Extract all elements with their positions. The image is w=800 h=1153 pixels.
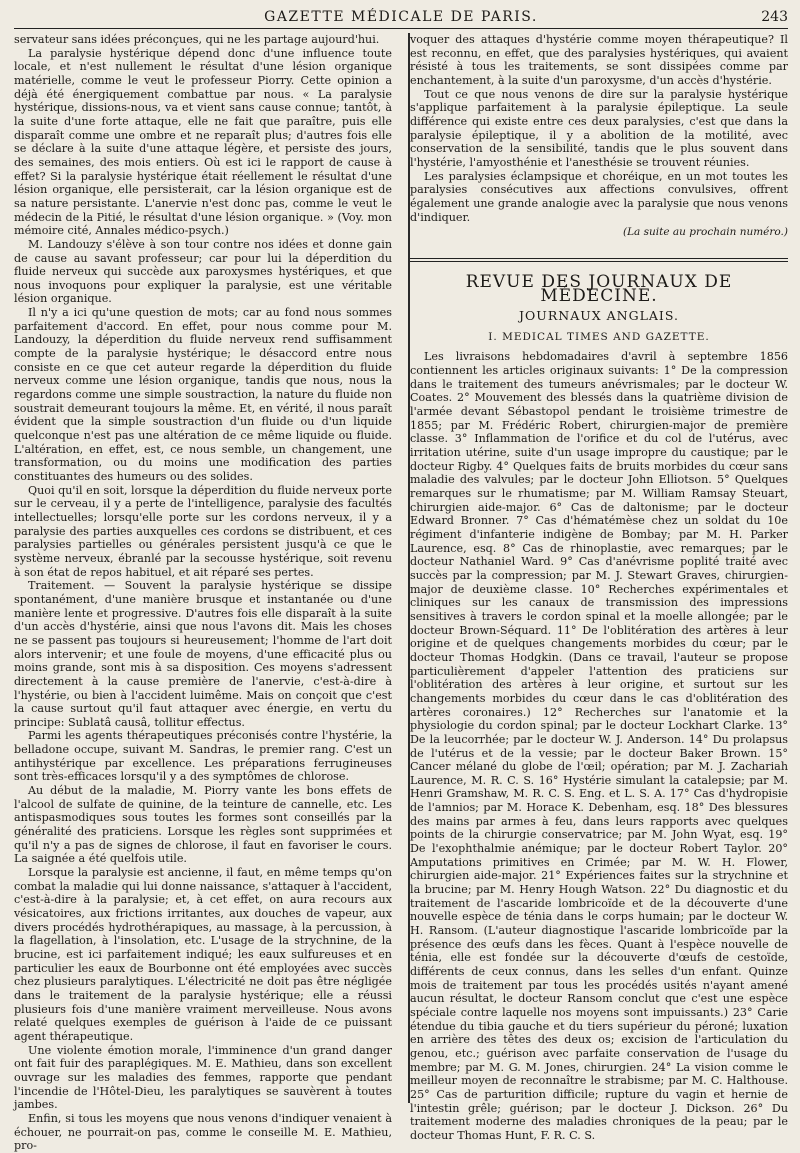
page-number: 243 [761, 9, 788, 25]
paragraph: Traitement. — Souvent la paralysie hystérique se dissipe spontanément, d'une manière brusque et instantanée ou d'une manière lente et progressive. D'autres fois elle disparaît à la suite d'un accès d'hystérie, ainsi que nous l'avons dit. Mais les choses ne se passent pas toujours si heureusement; l'homme de l'art doit alors intervenir; et une foule de moyens, d'une efficacité plus ou moins grande, sont mis à sa disposition. Ces moyens s'adressent directement à la cause première de l'anervie, c'est-à-dire à l'hystérie, ou bien à l'accident luimême. Mais on conçoit que c'est la cause surtout qu'il faut attaquer avec énergie, en vertu du principe: Sublatâ causâ, tollitur effectus. [14, 579, 392, 729]
section-rule [410, 258, 788, 262]
subsection-title: JOURNAUX ANGLAIS. [519, 308, 679, 324]
paragraph: Parmi les agents thérapeutiques préconisés contre l'hystérie, la belladone occupe, suivant M. Sandras, le premier rang. C'est un antihystérique par excellence. Les préparations ferrugineuses sont très-efficaces lorsqu'il y a des symptômes de chlorose. [14, 729, 392, 784]
page-header [14, 6, 788, 29]
paragraph: Les paralysies éclampsique et choréique, en un mot toutes les paralysies consécutives aux affections convulsives, offrent également une grande analogie avec la paralysie que nous venons d'indiquer. [410, 169, 788, 224]
continuation-note: (La suite au prochain numéro.) [622, 226, 788, 239]
paragraph: Les livraisons hebdomadaires d'avril à septembre 1856 contiennent les articles originaux suivants: 1° De la compression dans le traitement des tumeurs anévrismales; par le docteur W. Coates. 2° Mouvement des blessés dans la quatrième division de l'armée devant Sébastopol pendant le troisième trimestre de 1855; par M. Frédéric Robert, chirurgien-major de première classe. 3° Inflammation de l'orifice et du col de l'utérus, avec irritation utérine, suite d'un usage impropre du caustique; par le docteur Rigby. 4° Quelques faits de bruits morbides du cœur sans maladie des valvules; par le docteur John Elliotson. 5° Quelques remarques sur le rhumatisme; par M. William Ramsay Steuart, chirurgien aide-major. 6° Cas de daltonisme; par le docteur Edward Bronner. 7° Cas d'hématémèse chez un soldat du 10e régiment d'infanterie indigène de Bombay; par M. H. Parker Laurence, esq. 8° Cas de rhinoplastie, avec remarques; par le docteur Nathaniel Ward. 9° Cas d'anévrisme poplité traité avec succès par la compression; par M. J. Stewart Graves, chirurgien-major de deuxième classe. 10° Recherches expérimentales et cliniques sur les canaux de transmission des impressions sensitives à travers le cordon spinal et la moelle allongée; par le docteur Brown-Séquard. 11° De l'oblitération des artères à leur origine et de quelques changements morbides du cœur; par le docteur Thomas Hodgkin. (Dans ce travail, l'auteur se propose particulièrement d'appeler l'attention des praticiens sur l'oblitération des artères à leur origine, et surtout sur les changements morbides du cœur dans le cas d'oblitération des artères coronaires.) 12° Recherches sur l'anatomie et la physiologie du cordon spinal; par le docteur Lockhart Clarke. 13° De la leucorrhée; par le docteur W. J. Anderson. 14° Du prolapsus de l'utérus et de la vessie; par le docteur Baker Brown. 15° Cancer mélané du globe de l'œil; opération; par M. J. Zachariah Laurence, M. R. C. S. 16° Hystérie simulant la catalepsie; par M. Henri Gramshaw, M. R. C. S. Eng. et L. S. A. 17° Cas d'hydropisie de l'amnios; par M. Horace K. Debenham, esq. 18° Des blessures des mains par armes à feu, dans leurs rapports avec quelques points de la chirurgie conservatrice; par M. John Wyat, esq. 19° De l'exophthalmie anémique; par le docteur Robert Taylor. 20° Amputations primitives en Crimée; par M. W. H. Flower, chirurgien aide-major. 21° Expériences faites sur la strychnine et la brucine; par M. Henry Hough Watson. 22° Du diagnostic et du traitement de l'ascaride lombricoïde et de la découverte d'une nouvelle espèce de ténia dans le corps humain; par le docteur W. H. Ransom. (L'auteur diagnostique l'ascaride lombricoïde par la présence des œufs dans les fèces. Quant à l'espèce nouvelle de ténia, elle est fondée sur la découverte d'œufs de cestoïde, différents de ceux connus, dans les selles d'un enfant. Quinze mois de traitement par tous les procédés usités n'ayant amené aucun résultat, le docteur Ransom conclut que c'est une espèce spéciale contre laquelle nos moyens sont impuissants.) 23° Carie étendue du tibia gauche et du tiers supérieur du péroné; luxation en arrière des têtes des deux os; excision de l'articulation du genou, etc.; guérison avec parfaite conservation de l'usage du membre; par M. G. M. Jones, chirurgien. 24° La vision comme le meilleur moyen de reconnaître le strabisme; par M. C. Halthouse. 25° Cas de parturition difficile; rupture du vagin et hernie de l'intestin grêle; guérison; par le docteur J. Dickson. 26° Du traitement moderne des maladies chroniques de la peau; par le docteur Thomas Hunt, F. R. C. S. [410, 350, 788, 1142]
column-divider [408, 33, 410, 1103]
section-title: REVUE DES JOURNAUX DE MÉDECINE. [465, 271, 733, 306]
paragraph: Lorsque la paralysie est ancienne, il faut, en même temps qu'on combat la maladie qui lui donne naissance, s'attaquer à l'accident, c'est-à-dire à la paralysie; et, à cet effet, on aura recours aux vésicatoires, aux frictions irritantes, aux douches de vapeur, aux divers procédés hydrothérapiques, au massage, à la percussion, à la flagellation, à l'insolation, etc. L'usage de la strychnine, de la brucine, est ici parfaitement indiqué; les eaux sulfureuses et en particulier les eaux de Bourbonne ont été employées avec succès chez plusieurs paralytiques. L'électricité ne doit pas être négligée dans le traitement de la paralysie hystérique; elle a réussi plusieurs fois d'une manière vraiment merveilleuse. Nous avons relaté quelques exemples de guérison à l'aide de ce puissant agent thérapeutique. [14, 866, 392, 1043]
paragraph: Quoi qu'il en soit, lorsque la déperdition du fluide nerveux porte sur le cerveau, il y a perte de l'intelligence, paralysie des facultés intellectuelles; lorsqu'elle porte sur les cordons nerveux, il y a paralysie des parties auxquelles ces cordons se distribuent, et ces paralysies partielles ou générales persistent jusqu'à ce que le système nerveux, ébranlé par la secousse hystérique, soit revenu à son état de repos habituel, et ait réparé ses pertes. [14, 483, 392, 579]
journal-heading: I. MEDICAL TIMES AND GAZETTE. [488, 330, 710, 343]
paragraph: Tout ce que nous venons de dire sur la paralysie hystérique s'applique parfaitement à la paralysie épileptique. La seule différence qui existe entre ces deux paralysies, c'est que dans la paralysie épileptique, il y a abolition de la motilité, avec conservation de la sensibilité, tandis que le plus souvent dans l'hystérie, l'amyosthénie et l'anesthésie se trouvent réunies. [410, 87, 788, 169]
paragraph: Il n'y a ici qu'une question de mots; car au fond nous sommes parfaitement d'accord. En effet, pour nous comme pour M. Landouzy, la déperdition du fluide nerveux rend suffisamment compte de la paralysie hystérique; le désaccord entre nous consiste en ce que cet auteur regarde la déperdition du fluide nerveux comme une lésion organique, tandis que nous, nous la regardons comme une simple soustraction, la nature du fluide non soustrait demeurant toujours la même. Et, en vérité, il nous paraît évident que la simple soustraction d'un fluide ou d'un liquide quelconque n'est pas une altération de ce même liquide ou fluide. L'altération, en effet, est, ce nous semble, un changement, une transformation, ou du moins une modification des parties constituantes des humeurs ou des solides. [14, 306, 392, 483]
paragraph: servateur sans idées préconçues, qui ne les partage aujourd'hui. [14, 33, 380, 46]
right-column [401, 33, 788, 1153]
paragraph: La paralysie hystérique dépend donc d'une influence toute locale, et n'est nullement le résultat d'une lésion organique matérielle, comme le veut le professeur Piorry. Cette opinion a déjà été énergiquement combattue par nous. « La paralysie hystérique, dissions-nous, va et vient sans cause connue; tantôt, à la suite d'une forte attaque, elle ne fait que paraître, puis elle disparaît comme une ombre et ne reparaît plus; d'autres fois elle se déclare à la suite d'une attaque légère, et persiste des jours, des semaines, des mois entiers. Où est ici le rapport de cause à effet? Si la paralysie hystérique était réellement le résultat d'une lésion organique, elle persisterait, car la lésion organique est de sa nature persistante. L'anervie n'est donc pas, comme le veut le médecin de la Pitié, le résultat d'une lésion organique. » (Voy. mon mémoire cité, Annales médico-psych.) [14, 46, 392, 238]
columns [14, 33, 788, 1153]
paragraph: Enfin, si tous les moyens que nous venons d'indiquer venaient à échouer, ne pourrait-on pas, comme le conseille M. E. Mathieu, pro- [14, 1111, 392, 1153]
paragraph: Une violente émotion morale, l'imminence d'un grand danger ont fait fuir des paraplégiques. M. E. Mathieu, dans son excellent ouvrage sur les maladies des femmes, rapporte que pendant l'incendie de l'Hôtel-Dieu, les paralytiques se sauvèrent à toutes jambes. [14, 1043, 392, 1112]
paragraph: voquer des attaques d'hystérie comme moyen thérapeutique? Il est reconnu, en effet, que des paralysies hystériques, qui avaient résisté à tous les traitements, se sont dissipées comme par enchantement, à la suite d'un paroxysme, d'un accès d'hystérie. [410, 33, 788, 87]
paragraph: Au début de la maladie, M. Piorry vante les bons effets de l'alcool de sulfate de quinine, de la teinture de cannelle, etc. Les antispasmodiques sous toutes les formes sont conseillés par la généralité des praticiens. Lorsque les règles sont supprimées et qu'il n'y a pas de signes de chlorose, il faut en favoriser le cours. La saignée a été quelfois utile. [14, 784, 392, 866]
paragraph: M. Landouzy s'élève à son tour contre nos idées et donne gain de cause au savant professeur; car pour lui la déperdition du fluide nerveux qui succède aux paroxysmes hystériques, et que nous invoquons pour expliquer la paralysie, est une véritable lésion organique. [14, 237, 392, 306]
journal-title: GAZETTE MÉDICALE DE PARIS. [264, 9, 538, 25]
left-column [14, 33, 401, 1153]
